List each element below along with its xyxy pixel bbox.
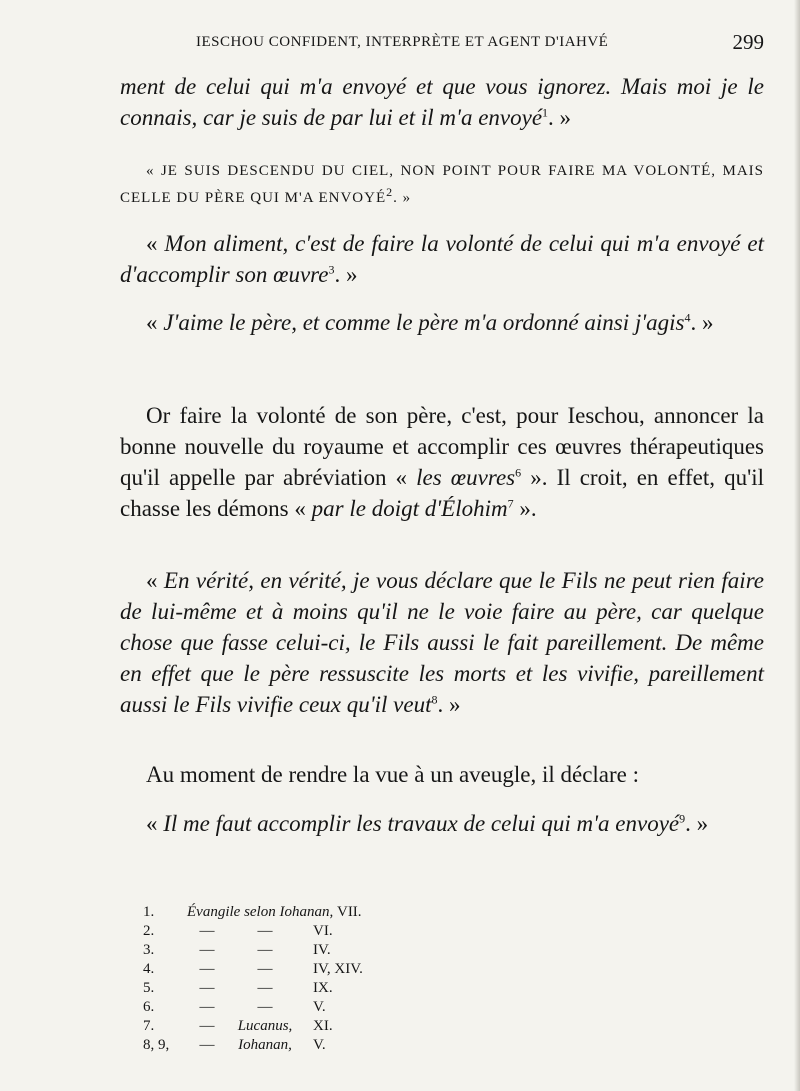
footnote-number: 7. — [143, 1018, 155, 1034]
body-text: ». — [513, 496, 537, 521]
footnote-row — [143, 979, 543, 998]
footnote-chapter: IX. — [313, 980, 333, 996]
footnote-ref: 7 — [507, 496, 514, 511]
footnote-ref: 9 — [679, 811, 686, 826]
footnote-number: 1. — [143, 904, 155, 920]
footnote-number: 2. — [143, 923, 155, 939]
ditto-mark: — — [199, 1037, 215, 1053]
quote-close: . » — [690, 310, 714, 335]
paragraph-commentary — [120, 400, 764, 524]
footnote-number: 3. — [143, 942, 155, 958]
ditto-mark: — — [199, 980, 215, 996]
page-header — [196, 30, 764, 56]
footnote-ref: 6 — [515, 465, 522, 480]
footnote-row — [143, 903, 543, 922]
footnote-source: Lucanus, — [237, 1018, 293, 1034]
ditto-mark: — — [199, 1018, 215, 1034]
italic-phrase: par le doigt d'Élohim — [311, 496, 508, 521]
ditto-mark: — — [199, 942, 215, 958]
footnote-number: 8, 9, — [143, 1037, 170, 1053]
quote-open: « — [146, 310, 164, 335]
quote-text: Il me faut accomplir les travaux de celui qui m'a envoyé — [163, 811, 680, 836]
footnote-row — [143, 922, 543, 941]
footnote-chapter: IV. — [313, 942, 331, 958]
footnote-source: Évangile selon Iohanan, — [187, 904, 334, 920]
footnote-row — [143, 941, 543, 960]
page-edge-shadow — [794, 0, 800, 1091]
ditto-mark: — — [257, 923, 273, 939]
footnote-ref: 2 — [386, 185, 394, 199]
quote-text: En vérité, en vérité, je vous déclare que le Fils ne peut rien faire de lui-même et à moins qu'il ne le voie faire au père, car quelque chose que fasse celui-ci, le Fils aussi le fait pareillement. De même en effet que le père ressuscite les morts et les vivifie, pareillement aussi le Fils vivifie ceux qu'il veut — [120, 568, 765, 717]
ditto-mark: — — [199, 961, 215, 977]
footnote-ref: 8 — [431, 692, 438, 707]
paragraph-quote-1 — [120, 71, 764, 133]
paragraph-quote-3 — [120, 228, 764, 290]
footnote-ref: 1 — [542, 105, 549, 120]
quote-open: « — [146, 811, 164, 836]
running-title: IESCHOU CONFIDENT, INTERPRÈTE ET AGENT D'IAHVÉ — [196, 34, 609, 50]
paragraph-narrative — [120, 759, 764, 790]
ditto-mark: — — [199, 999, 215, 1015]
quote-open: « — [146, 231, 165, 256]
footnote-chapter: V. — [313, 999, 326, 1015]
italic-phrase: les œuvres — [416, 465, 516, 490]
footnote-number: 4. — [143, 961, 155, 977]
footnote-row — [143, 1036, 543, 1055]
body-text: ». Il croit, en effet, qu'il chasse les démons « — [120, 465, 765, 521]
body-text: Au moment de rendre la vue à un aveugle, il déclare : — [146, 762, 640, 787]
quote-close: . » — [437, 692, 461, 717]
footnote-number: 5. — [143, 980, 155, 996]
footnotes — [143, 903, 543, 1055]
ditto-mark: — — [257, 999, 273, 1015]
quote-text: Mon aliment, c'est de faire la volonté de celui qui m'a envoyé et d'accomplir son œuvre — [120, 231, 764, 287]
paragraph-quote-2 — [120, 158, 764, 212]
footnote-ref: 3 — [328, 262, 335, 277]
ditto-mark: — — [257, 961, 273, 977]
quote-close: . » — [548, 105, 572, 130]
footnote-row — [143, 998, 543, 1017]
page-number: 299 — [732, 30, 764, 54]
footnote-ref: 4 — [684, 310, 691, 325]
footnote-number: 6. — [143, 999, 155, 1015]
footnote-row — [143, 1017, 543, 1036]
body-text: Or faire la volonté de son père, c'est, pour Ieschou, annoncer la bonne nouvelle du royaume et accomplir ces œuvres thérapeutiques qu'il appelle par abréviation « — [120, 403, 764, 490]
quote-open: « — [146, 568, 164, 593]
ditto-mark: — — [199, 923, 215, 939]
quote-open: « — [146, 163, 161, 179]
quote-text: ment de celui qui m'a envoyé et que vous ignorez. Mais moi je le connais, car je suis de par lui et il m'a envoyé — [120, 74, 764, 130]
paragraph-quote-4 — [120, 307, 764, 338]
footnote-chapter: V. — [313, 1037, 326, 1053]
quote-close: . » — [334, 262, 358, 287]
footnote-chapter: XI. — [313, 1018, 333, 1034]
footnote-chapter: VII. — [336, 904, 362, 920]
quote-text: JE SUIS DESCENDU DU CIEL, NON POINT POUR FAIRE MA VOLONTÉ, MAIS CELLE DU PÈRE QUI M'A ENVOYÉ — [120, 163, 765, 206]
footnote-row — [143, 960, 543, 979]
footnote-chapter: VI. — [313, 923, 333, 939]
footnote-chapter: IV, XIV. — [313, 961, 363, 977]
ditto-mark: — — [257, 942, 273, 958]
quote-close: . » — [685, 811, 709, 836]
ditto-mark: — — [257, 980, 273, 996]
footnote-source: Iohanan, — [238, 1037, 292, 1053]
paragraph-quote-5 — [120, 565, 764, 720]
quote-text: J'aime le père, et comme le père m'a ordonné ainsi j'agis — [163, 310, 685, 335]
quote-close: . » — [393, 190, 412, 206]
paragraph-quote-6 — [120, 808, 764, 839]
